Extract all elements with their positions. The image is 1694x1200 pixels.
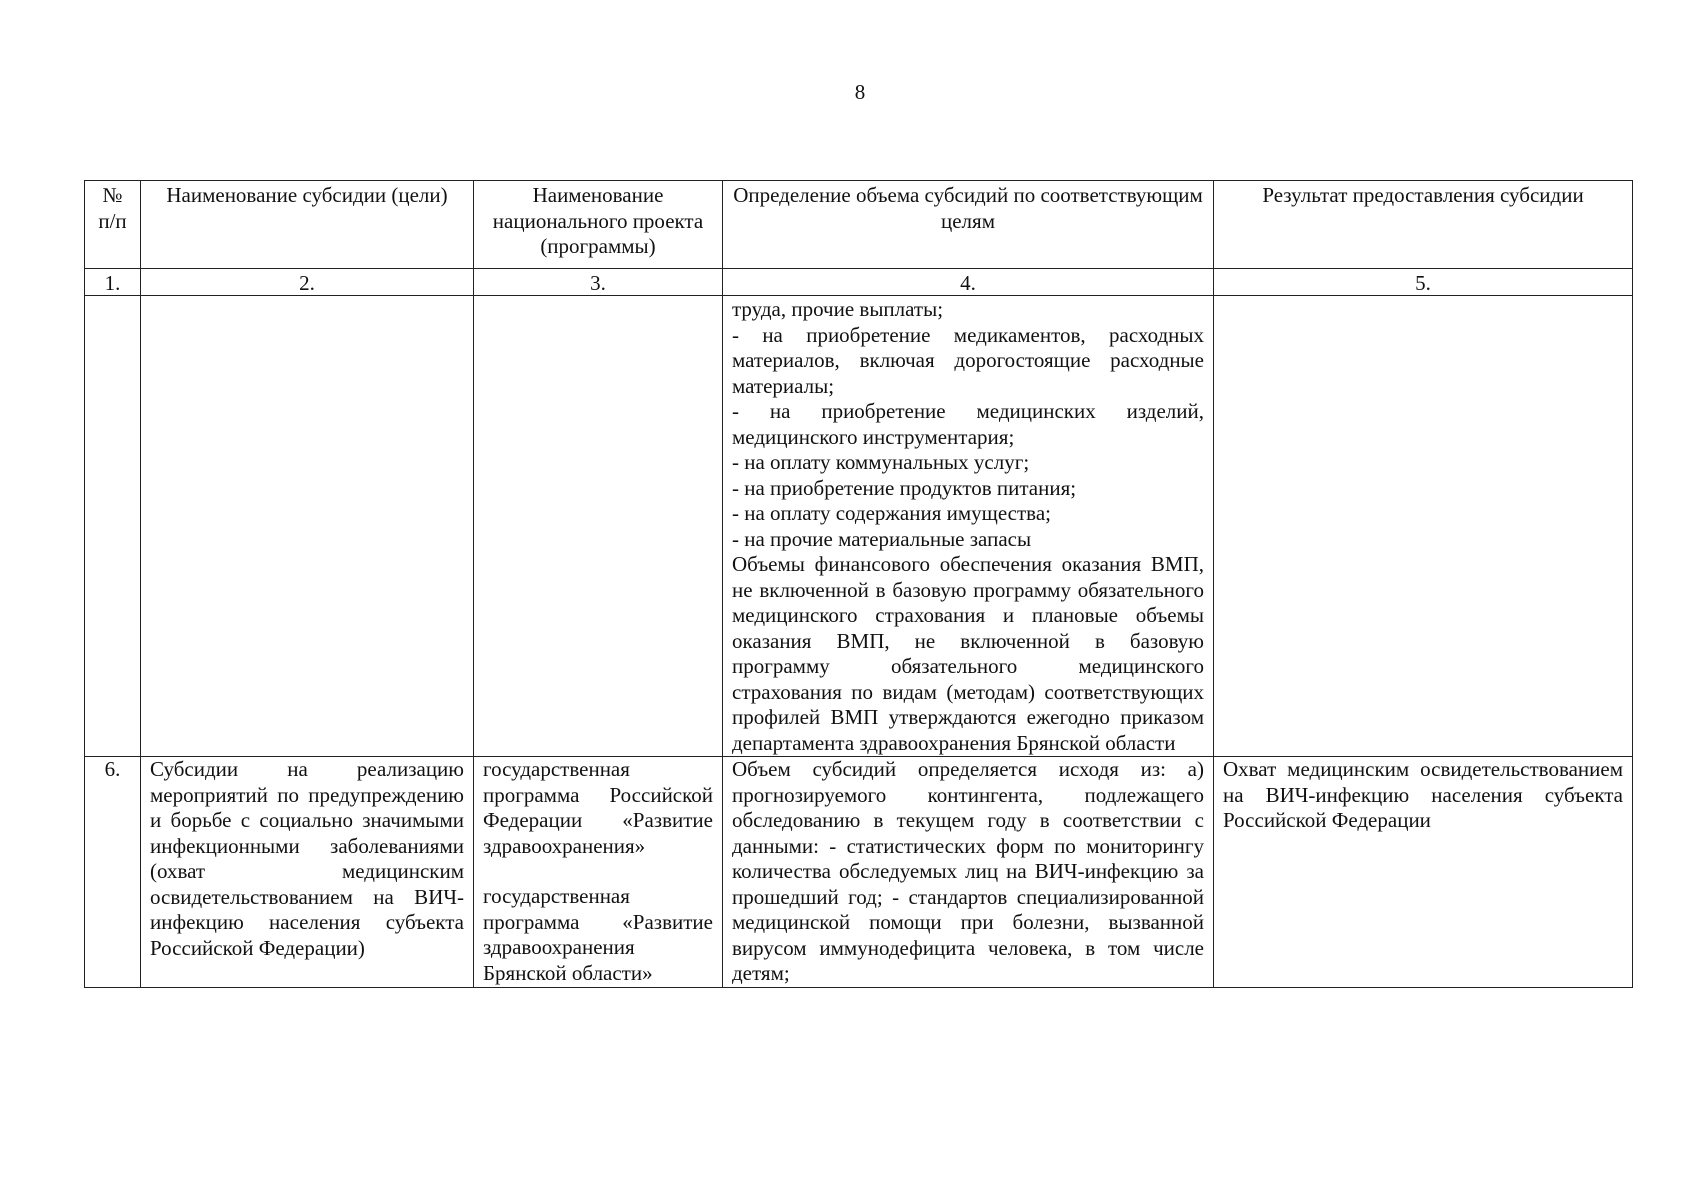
table-row-6	[85, 757, 1633, 988]
row6-project-cell	[474, 757, 723, 988]
column-number-4: 4.	[723, 269, 1214, 296]
header-volume: Определение объема субсидий по соответствующим целям	[723, 181, 1214, 269]
continuation-line: - на оплату содержания имущества;	[732, 501, 1051, 525]
continuation-row	[85, 296, 1633, 757]
continuation-line: - на приобретение продуктов питания;	[732, 475, 1077, 500]
continuation-empty-5	[1214, 296, 1633, 757]
header-row	[85, 181, 1633, 269]
continuation-line: медицинского инструментария;	[732, 424, 1015, 449]
continuation-line: - на оплату коммунальных услуг;	[732, 450, 1030, 474]
continuation-line: - на приобретение медикаментов, расходных	[732, 322, 1204, 347]
row6-subsidy-name: Субсидии на реализацию мероприятий по предупреждению и борьбе с социально значимыми инфекционными заболеваниями (охват медицинским освидетельствованием на ВИЧ-инфекцию населения субъекта Российской Федерации)	[141, 757, 474, 988]
row6-project-regional: государственная программа «Развитие здравоохранения Брянской области»	[483, 884, 713, 985]
continuation-volume-cell	[723, 296, 1214, 757]
continuation-line: труда, прочие выплаты;	[732, 297, 944, 321]
column-numbers-row	[85, 269, 1633, 296]
page-number: 8	[854, 80, 866, 104]
row6-project-federal: государственная программа Российской Федерации «Развитие здравоохранения»	[483, 757, 713, 858]
continuation-line: - на прочие материальные запасы	[732, 526, 1032, 551]
continuation-line: - на приобретение медицинских изделий,	[732, 399, 1204, 423]
continuation-line: материалов, включая дорогостоящие расходные	[732, 348, 1204, 372]
column-number-3: 3.	[474, 269, 723, 296]
subsidy-table	[84, 180, 1633, 988]
column-number-2: 2.	[141, 269, 474, 296]
header-project: Наименование национального проекта (программы)	[474, 181, 723, 269]
row6-number: 6.	[85, 757, 141, 988]
vmp-paragraph: Объемы финансового обеспечения оказания ВМП, не включенной в базовую программу обязательного медицинского страхования и плановые объемы оказания ВМП, не включенной в базовую программу обязательного медицинского страхования по видам (методам) соответствующих профилей ВМП утверждаются ежегодно приказом департамента здравоохранения Брянской области	[732, 552, 1204, 755]
header-subsidy-name: Наименование субсидии (цели)	[141, 181, 474, 269]
header-result: Результат предоставления субсидии	[1214, 181, 1633, 269]
continuation-line: материалы;	[732, 373, 835, 398]
continuation-empty-3	[474, 296, 723, 757]
row6-volume: Объем субсидий определяется исходя из: а) прогнозируемого контингента, подлежащего обследованию в текущем году в соответствии с данными: - статистических форм по мониторингу количества обследуемых лиц на ВИЧ-инфекцию за прошедший год; - стандартов специализированной медицинской помощи при болезни, вызванной вирусом иммунодефицита человека, в том числе детям;	[723, 757, 1214, 988]
column-number-1: 1.	[85, 269, 141, 296]
header-number: № п/п	[85, 181, 141, 269]
row6-result: Охват медицинским освидетельствованием на ВИЧ-инфекцию населения субъекта Российской Федерации	[1214, 757, 1633, 988]
continuation-empty-2	[141, 296, 474, 757]
continuation-empty-1	[85, 296, 141, 757]
column-number-5: 5.	[1214, 269, 1633, 296]
